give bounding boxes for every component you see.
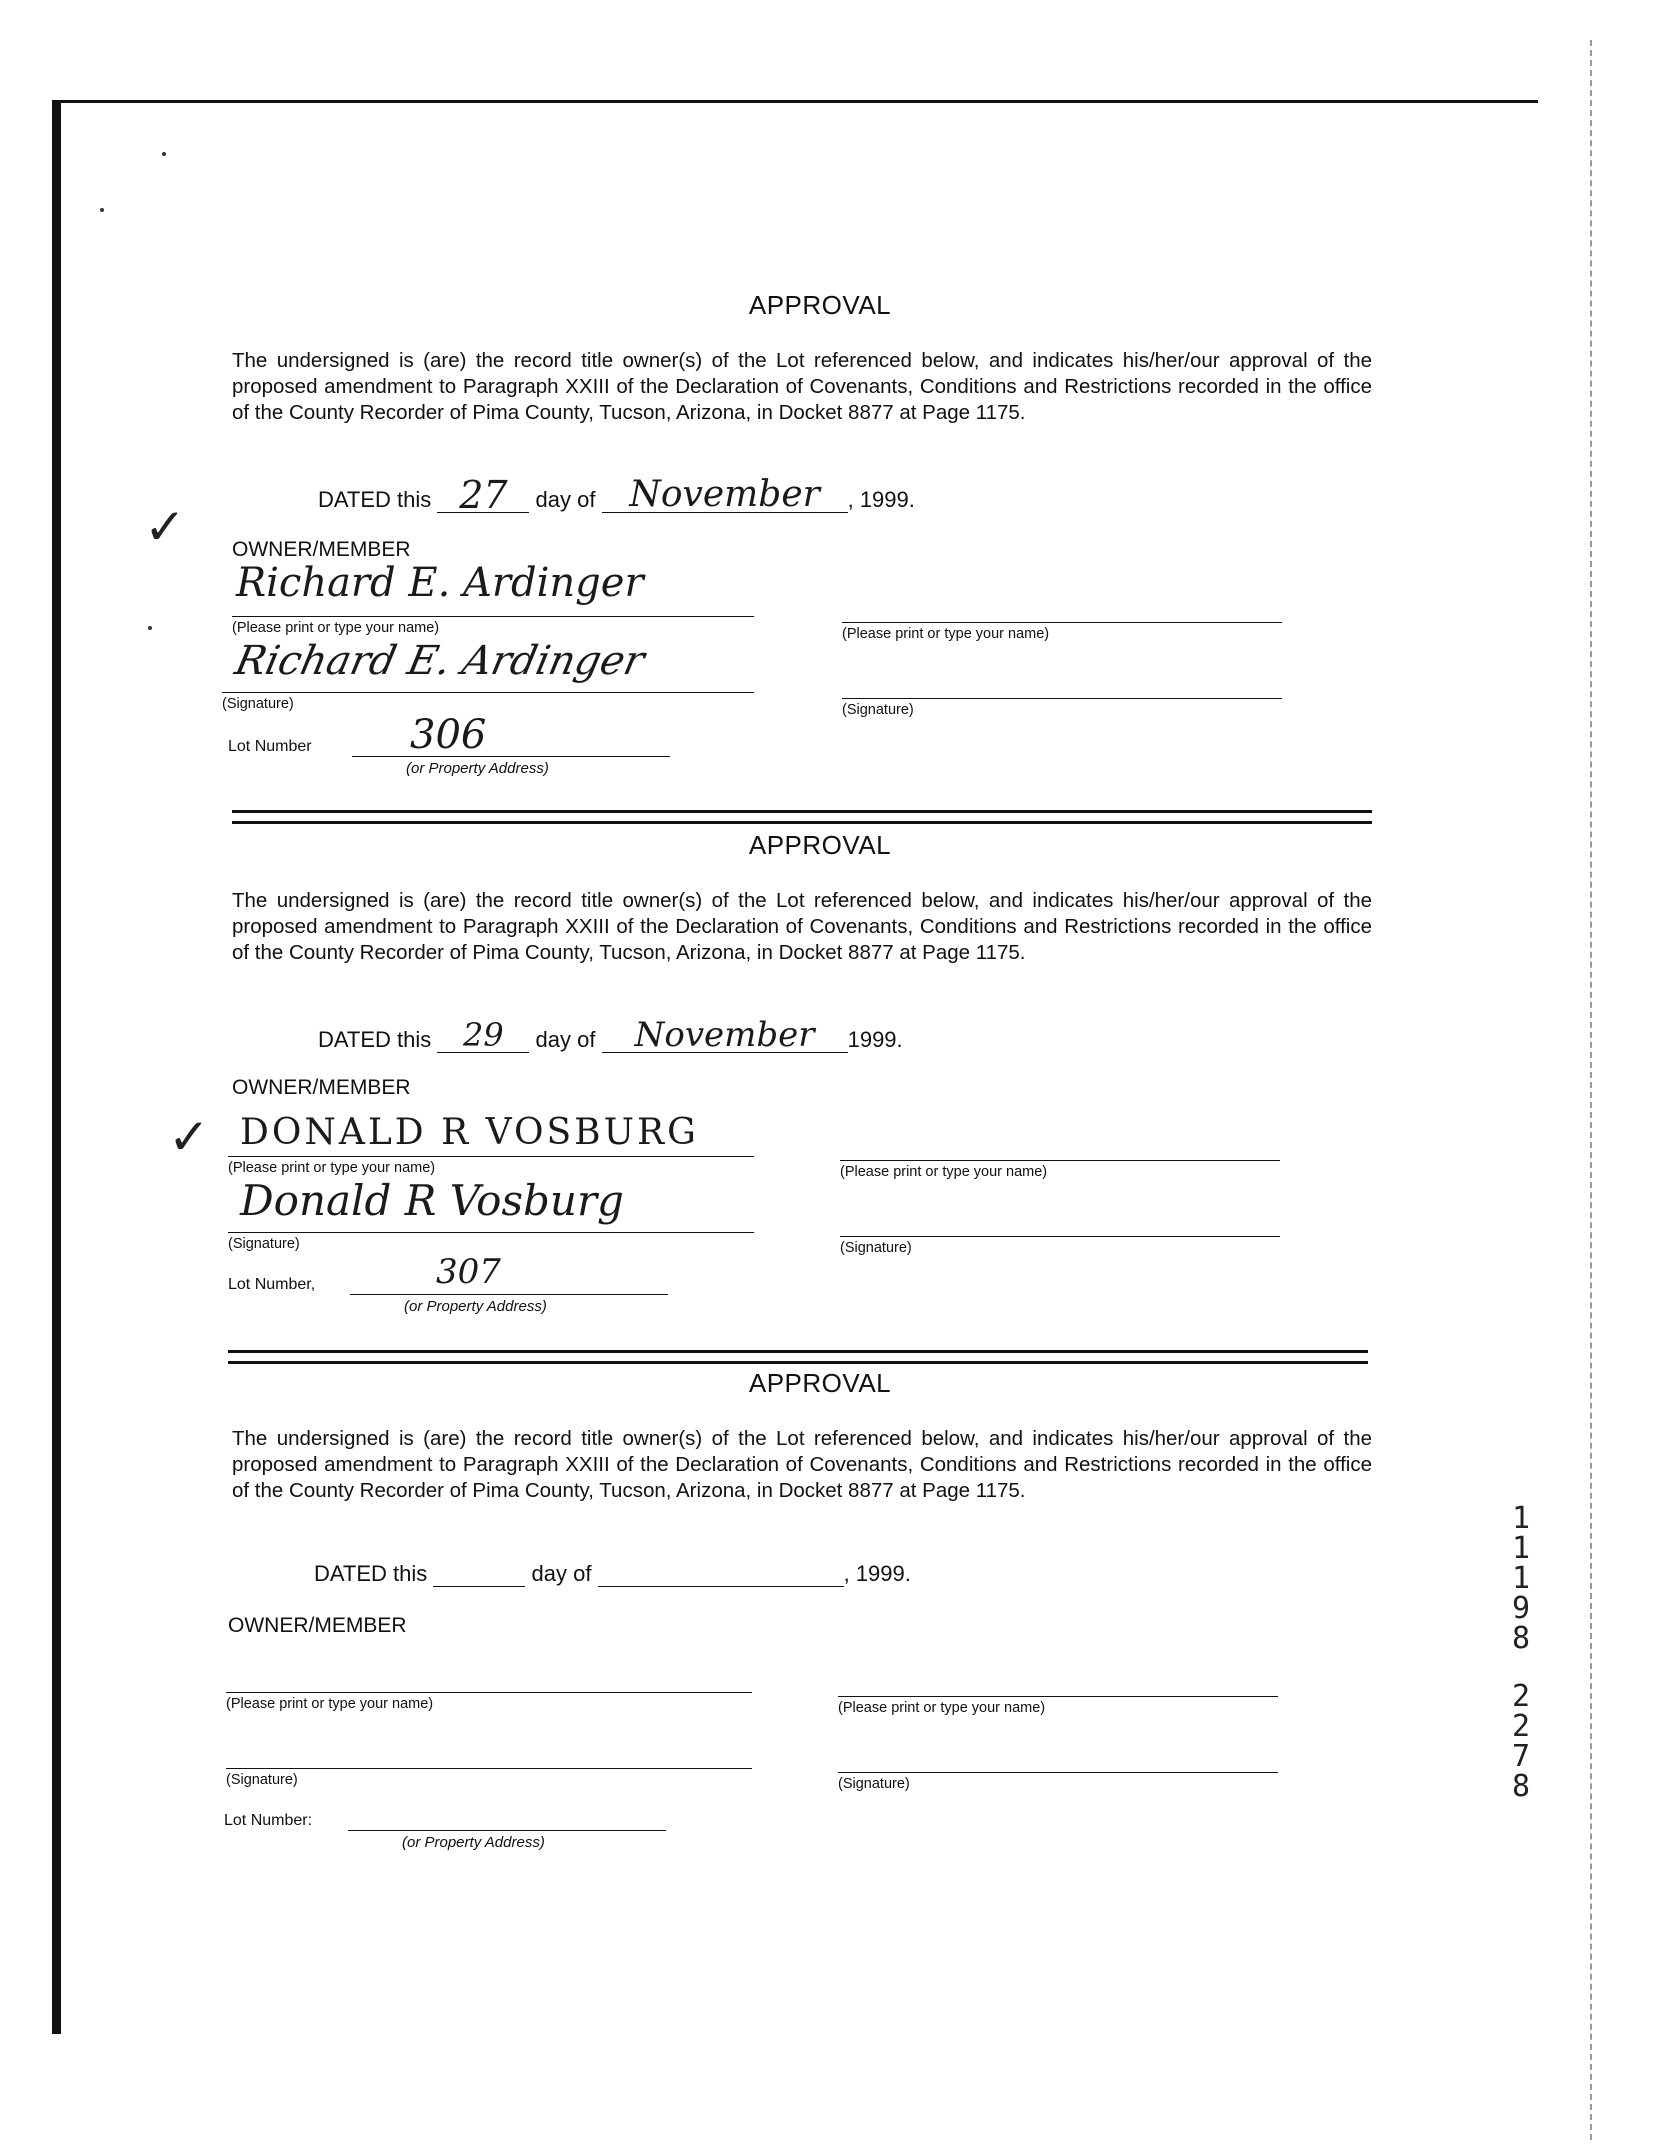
day-field[interactable] xyxy=(433,1556,525,1587)
stamp-digit: 1 xyxy=(1511,1531,1531,1566)
signature-handwritten: Richard E. Ardinger xyxy=(231,638,649,684)
page-right-edge xyxy=(1590,40,1594,2140)
page-top-border xyxy=(52,100,1538,103)
address-caption: (or Property Address) xyxy=(402,1834,545,1851)
name-caption-right: (Please print or type your name) xyxy=(842,626,1050,642)
signature-handwritten: Donald R Vosburg xyxy=(240,1176,624,1225)
stamp-digit: 9 xyxy=(1511,1591,1531,1626)
lot-number-label: Lot Number xyxy=(228,738,312,755)
owner-member-label: OWNER/MEMBER xyxy=(232,538,411,561)
scan-speck xyxy=(162,152,166,156)
dated-prefix: DATED this xyxy=(318,1027,432,1052)
day-field[interactable] xyxy=(437,1018,529,1053)
owner-member-label: OWNER/MEMBER xyxy=(228,1614,407,1637)
name-line-right[interactable] xyxy=(840,1160,1280,1161)
month-field[interactable] xyxy=(602,1015,848,1055)
lot-number-line[interactable] xyxy=(348,1830,666,1831)
stamp-digit: 2 xyxy=(1511,1709,1531,1744)
name-line-left[interactable] xyxy=(228,1156,754,1157)
signature-caption-right: (Signature) xyxy=(838,1776,910,1792)
check-mark-icon: ✓ xyxy=(168,1108,210,1166)
signature-caption-left: (Signature) xyxy=(228,1236,300,1252)
address-caption: (or Property Address) xyxy=(404,1298,547,1315)
name-caption-left: (Please print or type your name) xyxy=(226,1696,434,1712)
stamp-digit: 2 xyxy=(1511,1679,1531,1714)
signature-line-left[interactable] xyxy=(222,692,754,693)
stamp-digit: 1 xyxy=(1511,1501,1531,1536)
signature-caption-right: (Signature) xyxy=(840,1240,912,1256)
month-field[interactable] xyxy=(602,474,848,515)
approval-paragraph: The undersigned is (are) the record title owner(s) of the Lot referenced below, and indicates his/her/our approval of the proposed amendment to Paragraph XXIII of the Declaration of Covenants, Conditions and Restrictions recorded in the office of the County Recorder of Pima County, Tucson, Arizona, in Docket 8877 at Page 1175. xyxy=(232,889,1372,964)
page-left-border xyxy=(52,102,61,2034)
dated-prefix: DATED this xyxy=(314,1561,428,1586)
month-field[interactable] xyxy=(598,1556,844,1587)
approval-title: APPROVAL xyxy=(748,290,892,320)
scan-speck xyxy=(100,208,104,212)
dated-line xyxy=(318,473,915,517)
printed-name-handwritten: DONALD R VOSBURG xyxy=(240,1112,699,1153)
scan-speck xyxy=(148,626,152,630)
year-suffix: 1999. xyxy=(847,1027,903,1052)
recording-stamp xyxy=(1506,1501,1536,1804)
signature-caption-left: (Signature) xyxy=(222,696,294,712)
stamp-digit: 8 xyxy=(1511,1769,1531,1804)
stamp-digit: 7 xyxy=(1511,1739,1531,1774)
owner-member-label: OWNER/MEMBER xyxy=(232,1076,411,1099)
signature-caption-right: (Signature) xyxy=(842,702,914,718)
signature-line-right[interactable] xyxy=(838,1772,1278,1773)
lot-number-handwritten: 306 xyxy=(410,712,487,758)
lot-number-handwritten: 307 xyxy=(436,1252,501,1292)
signature-line-left[interactable] xyxy=(228,1232,754,1233)
lot-number-label: Lot Number: xyxy=(224,1812,313,1829)
approval-paragraph: The undersigned is (are) the record title owner(s) of the Lot referenced below, and indicates his/her/our approval of the proposed amendment to Paragraph XXIII of the Declaration of Covenants, Conditions and Restrictions recorded in the office of the County Recorder of Pima County, Tucson, Arizona, in Docket 8877 at Page 1175. xyxy=(232,1427,1372,1502)
name-caption-right: (Please print or type your name) xyxy=(840,1164,1048,1180)
signature-caption-left: (Signature) xyxy=(226,1772,298,1788)
name-caption-right: (Please print or type your name) xyxy=(838,1700,1046,1716)
day-of-label: day of xyxy=(535,1027,596,1052)
year-suffix: , 1999. xyxy=(843,1561,911,1586)
approval-title: APPROVAL xyxy=(748,830,892,860)
day-handwritten: 29 xyxy=(463,1016,504,1054)
lot-number-line[interactable] xyxy=(350,1294,668,1295)
name-caption-left: (Please print or type your name) xyxy=(232,620,440,636)
day-of-label: day of xyxy=(531,1561,592,1586)
dated-line xyxy=(314,1556,911,1587)
name-caption-left: (Please print or type your name) xyxy=(228,1160,436,1176)
month-handwritten: November xyxy=(634,1015,815,1055)
dated-prefix: DATED this xyxy=(318,487,432,512)
section-divider xyxy=(228,1350,1368,1364)
day-handwritten: 27 xyxy=(459,473,508,517)
signature-line-right[interactable] xyxy=(842,698,1282,699)
approval-title: APPROVAL xyxy=(748,1368,892,1398)
day-field[interactable] xyxy=(437,473,529,517)
signature-line-left[interactable] xyxy=(226,1768,752,1769)
dated-line xyxy=(318,1015,903,1055)
approval-paragraph: The undersigned is (are) the record title owner(s) of the Lot referenced below, and indicates his/her/our approval of the proposed amendment to Paragraph XXIII of the Declaration of Covenants, Conditions and Restrictions recorded in the office of the County Recorder of Pima County, Tucson, Arizona, in Docket 8877 at Page 1175. xyxy=(232,349,1372,424)
lot-number-line[interactable] xyxy=(352,756,670,757)
name-line-left[interactable] xyxy=(226,1692,752,1693)
section-divider xyxy=(232,810,1372,824)
printed-name-handwritten: Richard E. Ardinger xyxy=(236,560,644,606)
address-caption: (or Property Address) xyxy=(406,760,549,777)
stamp-gap xyxy=(1506,1654,1536,1682)
stamp-digit: 8 xyxy=(1511,1621,1531,1656)
lot-number-label: Lot Number, xyxy=(228,1276,316,1293)
year-suffix: , 1999. xyxy=(847,487,915,512)
signature-line-right[interactable] xyxy=(840,1236,1280,1237)
day-of-label: day of xyxy=(535,487,596,512)
name-line-right[interactable] xyxy=(838,1696,1278,1697)
check-mark-icon: ✓ xyxy=(144,498,186,556)
name-line-left[interactable] xyxy=(232,616,754,617)
name-line-right[interactable] xyxy=(842,622,1282,623)
stamp-digit: 1 xyxy=(1511,1561,1531,1596)
month-handwritten: November xyxy=(629,474,820,515)
